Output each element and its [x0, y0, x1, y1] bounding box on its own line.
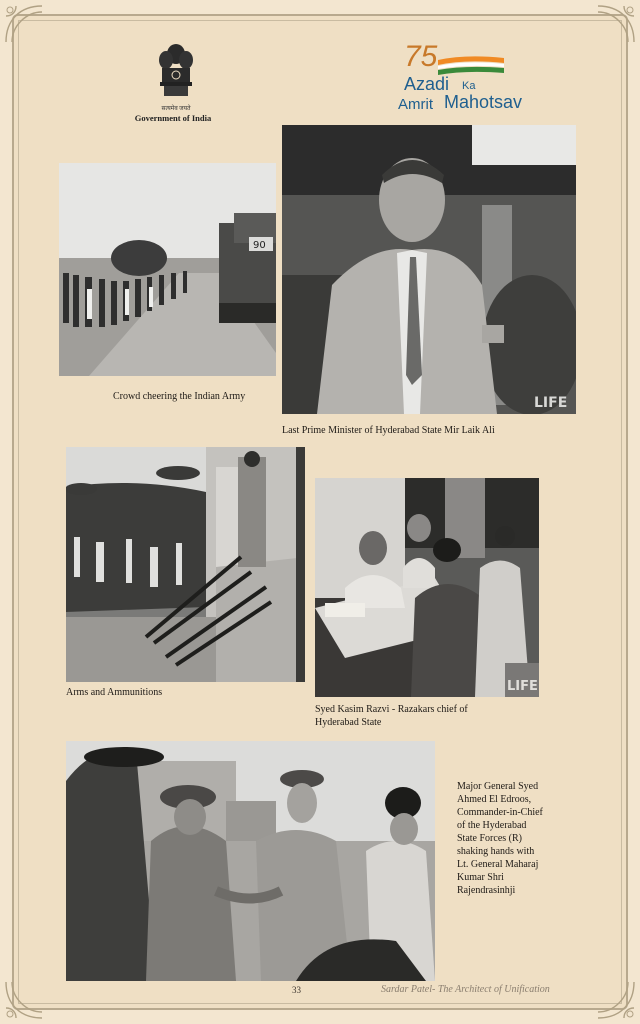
caption-line: Major General Syed: [457, 781, 539, 792]
photo-arms-ammunitions: [66, 447, 305, 682]
corner-ornament-icon: [2, 2, 48, 48]
flag-stripes-icon: [436, 54, 506, 76]
caption-kasim-razvi: [315, 703, 468, 729]
emblem-motto: सत्यमेव जयते: [161, 106, 191, 112]
photo-generals-handshake: [66, 741, 435, 981]
corner-ornament-icon: [592, 2, 638, 48]
caption-line: Rajendrasinhji: [457, 885, 516, 896]
government-of-india-label: Government of India: [134, 113, 212, 123]
caption-line: Syed Kasim Razvi - Razakars chief of: [315, 704, 468, 715]
page-number: 33: [292, 985, 301, 995]
caption-arms-ammunitions: Arms and Ammunitions: [66, 687, 163, 698]
caption-generals-handshake: [457, 780, 543, 897]
life-watermark: LIFE: [534, 395, 568, 411]
caption-line: Ahmed El Edroos,: [457, 794, 532, 805]
logo-word-azadi: Azadi: [404, 74, 450, 94]
government-emblem: [136, 40, 216, 123]
corner-ornament-icon: [592, 976, 638, 1022]
caption-line: Kumar Shri: [457, 872, 504, 883]
logo-number: 75: [404, 40, 438, 73]
life-watermark: LIFE: [507, 679, 538, 694]
tank-number: 90: [253, 240, 266, 251]
caption-line: Hyderabad State: [315, 717, 382, 728]
caption-line: of the Hyderabad: [457, 820, 527, 831]
logo-word-amrit: Amrit: [398, 96, 433, 113]
corner-ornament-icon: [2, 976, 48, 1022]
book-title: Sardar Patel- The Architect of Unification: [381, 984, 550, 995]
photo-mir-laik-ali: [282, 125, 576, 414]
caption-line: Lt. General Maharaj: [457, 859, 539, 870]
caption-line: shaking hands with: [457, 846, 535, 857]
caption-crowd-cheering: Crowd cheering the Indian Army: [113, 391, 246, 402]
caption-mir-laik-ali: Last Prime Minister of Hyderabad State Mir Laik Ali: [282, 425, 495, 436]
azadi-ka-amrit-mahotsav-logo: [398, 40, 538, 120]
photo-kasim-razvi: [315, 478, 539, 697]
logo-word-ka: Ka: [462, 80, 476, 92]
logo-word-mahotsav: Mahotsav: [444, 92, 523, 112]
lion-capital-icon: [155, 40, 197, 106]
caption-line: Commander-in-Chief: [457, 807, 543, 818]
photo-crowd-cheering: [59, 163, 276, 376]
caption-line: State Forces (R): [457, 833, 522, 844]
